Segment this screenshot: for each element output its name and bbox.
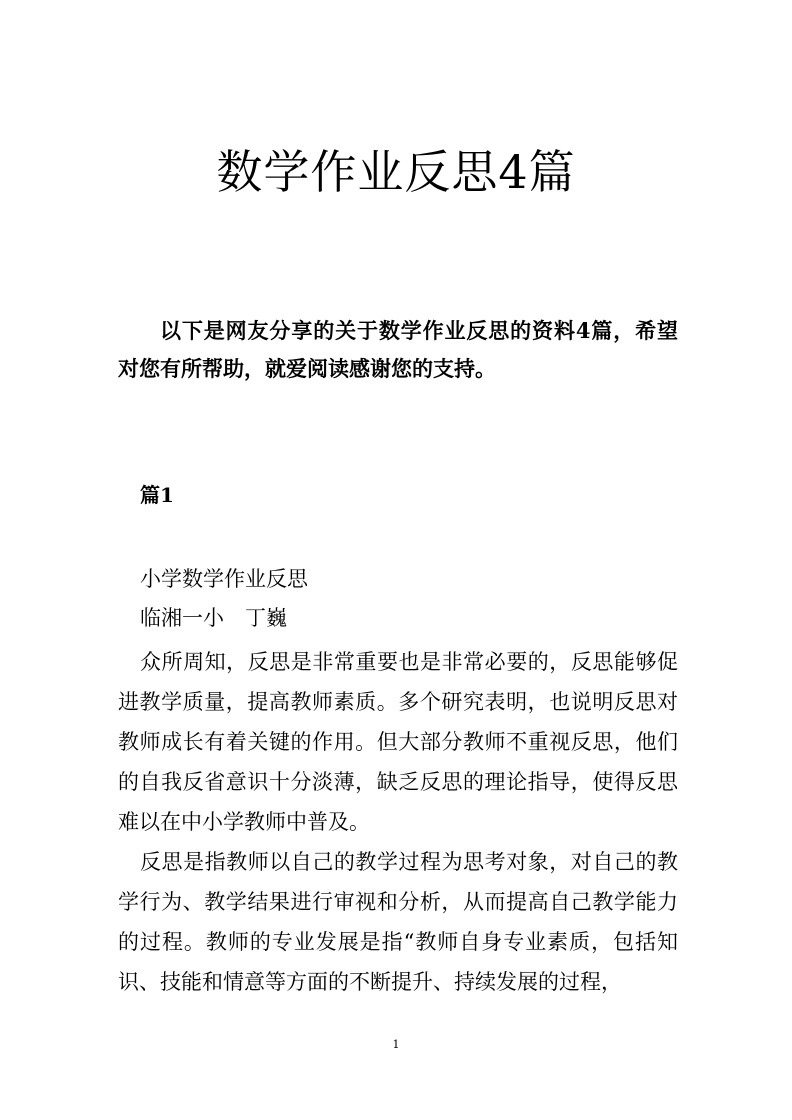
intro-paragraph: 以下是网友分享的关于数学作业反思的资料4篇，希望对您有所帮助，就爱阅读感谢您的支持。 bbox=[118, 318, 678, 381]
body-paragraph: 众所周知，反思是非常重要也是非常必要的，反思能够促进教学质量，提高教师素质。多个研究表明，也说明反思对教师成长有着关键的作用。但大部分教师不重视反思，他们的自我反省意识十分淡薄，缺乏反思的理论指导，使得反思难以在中小学教师中普及。 bbox=[118, 650, 678, 834]
section-heading: 篇1 bbox=[140, 483, 174, 507]
page-number: 1 bbox=[392, 1038, 400, 1051]
body-paragraph: 反思是指教师以自己的教学过程为思考对象，对自己的教学行为、教学结果进行审视和分析，从而提高自己教学能力的过程。教师的专业发展是指“教师自身专业素质，包括知识、技能和情意等方面的不断提升、持续发展的过程， bbox=[118, 850, 678, 994]
body-text bbox=[118, 642, 678, 1002]
author-line: 临湘一小 丁巍 bbox=[140, 606, 287, 630]
article-title: 小学数学作业反思 bbox=[140, 567, 308, 591]
document-title: 数学作业反思4篇 bbox=[216, 145, 576, 199]
